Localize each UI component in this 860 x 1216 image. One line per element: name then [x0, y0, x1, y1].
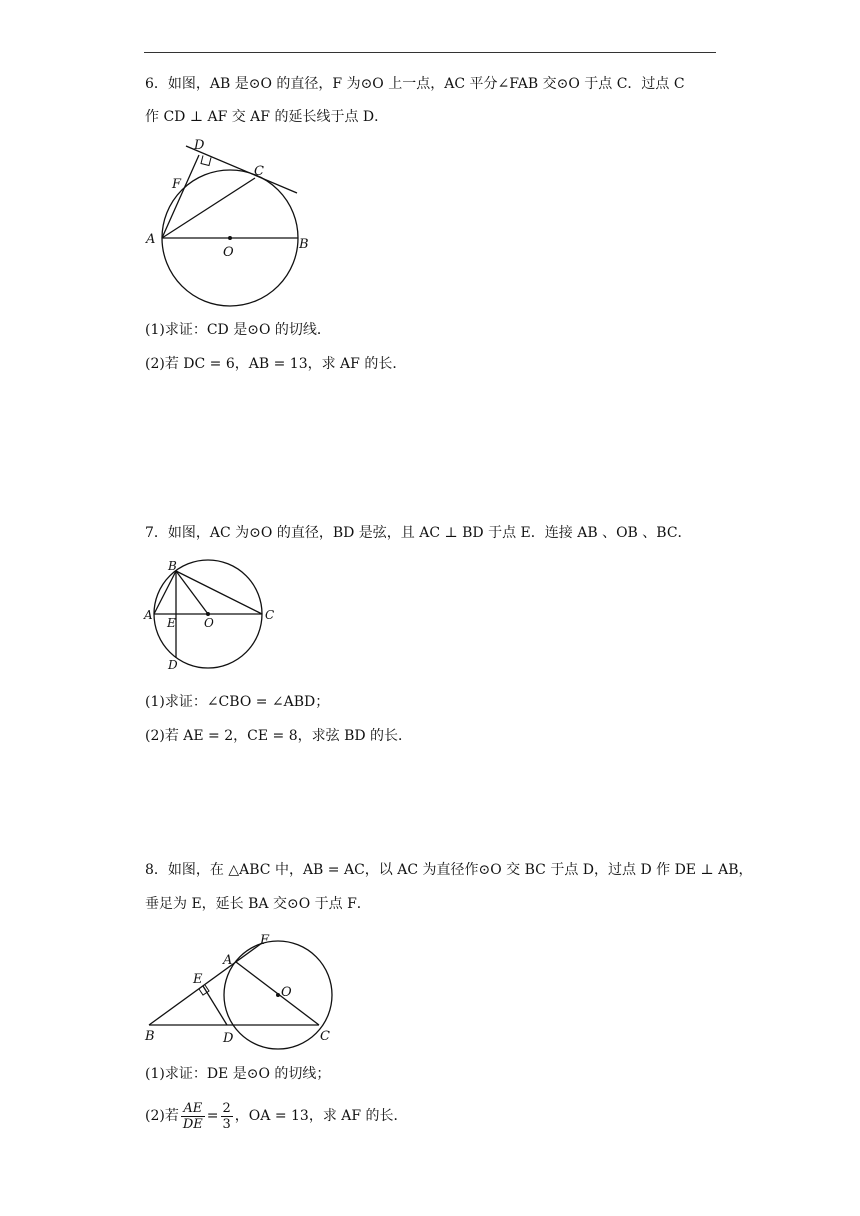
q8-part2-suffix: ，OA = 13，求 AF 的长． — [234, 1108, 408, 1124]
q8-figure — [140, 926, 340, 1052]
q6-part2: (2)若 DC = 6，AB = 13，求 AF 的长． — [145, 356, 407, 372]
q7-label-A: A — [144, 608, 153, 622]
q6-label-A: A — [146, 232, 156, 247]
q8-part1: (1)求证：DE 是⊙O 的切线； — [145, 1066, 331, 1082]
q8-label-A: A — [223, 953, 233, 968]
q8-frac2-numerator: 2 — [222, 1100, 231, 1116]
q6-label-B: B — [299, 237, 309, 252]
header-rule — [144, 52, 716, 53]
q8-stem-line2: 垂足为 E，延长 BA 交⊙O 于点 F． — [145, 896, 371, 912]
q6-label-D: D — [194, 138, 205, 153]
q8-fraction-ae-de — [181, 1101, 205, 1132]
q8-stem-line1: 8．如图，在 △ABC 中，AB = AC，以 AC 为直径作⊙O 交 BC 于点 D，过点 D 作 DE ⊥ AB， — [145, 862, 753, 878]
q6-stem-line1: 6．如图，AB 是⊙O 的直径，F 为⊙O 上一点，AC 平分∠FAB 交⊙O 于点 C．过点 C — [145, 76, 685, 92]
q7-part2: (2)若 AE = 2，CE = 8，求弦 BD 的长． — [145, 728, 413, 744]
q8-fraction-2-3 — [221, 1101, 233, 1132]
q7-part1: (1)求证：∠CBO = ∠ABD； — [145, 694, 330, 710]
q7-label-B: B — [168, 559, 177, 573]
q8-label-E: E — [193, 972, 203, 987]
q7-label-O: O — [204, 616, 214, 630]
q8-equals: = — [206, 1108, 219, 1124]
q8-frac1-numerator: AE — [181, 1101, 205, 1117]
q6-part1: (1)求证：CD 是⊙O 的切线． — [145, 322, 331, 338]
q6-stem-line2: 作 CD ⊥ AF 交 AF 的延长线于点 D． — [145, 109, 389, 125]
q8-label-C: C — [320, 1029, 330, 1044]
q8-label-F: F — [260, 933, 270, 948]
q8-frac2-denominator: 3 — [222, 1116, 231, 1132]
q8-part2-prefix: (2)若 — [145, 1108, 179, 1124]
q7-figure — [140, 556, 280, 676]
q8-label-O: O — [281, 985, 292, 1000]
q8-frac1-denominator: DE — [182, 1116, 203, 1132]
q6-figure — [140, 132, 310, 312]
q7-label-D: D — [168, 658, 178, 672]
q7-label-E: E — [167, 616, 176, 630]
q6-label-F: F — [172, 177, 182, 192]
q7-label-C: C — [265, 608, 275, 622]
q8-label-B: B — [145, 1029, 155, 1044]
q8-part2 — [145, 1098, 408, 1134]
q7-stem-line1: 7．如图，AC 为⊙O 的直径，BD 是弦，且 AC ⊥ BD 于点 E．连接 AB 、OB 、BC． — [145, 525, 692, 541]
q6-label-C: C — [254, 164, 264, 179]
q8-label-D: D — [223, 1031, 234, 1046]
q6-label-O: O — [223, 245, 234, 260]
